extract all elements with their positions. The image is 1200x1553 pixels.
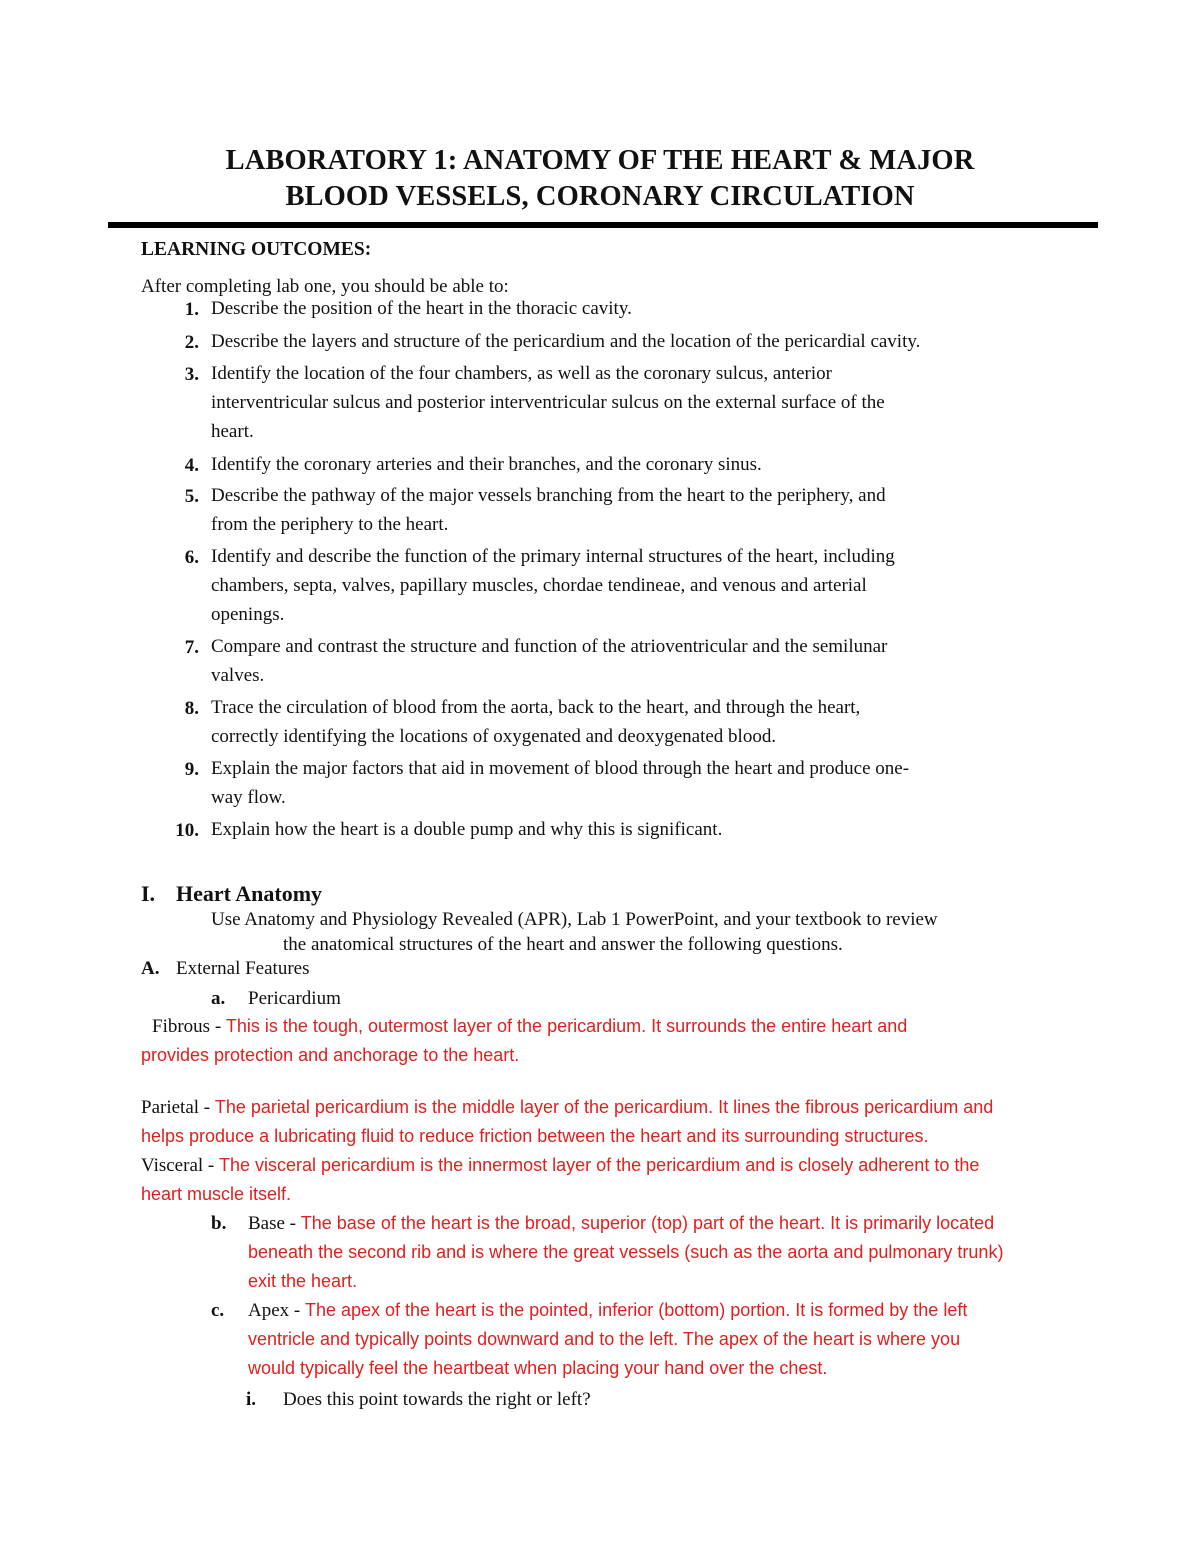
visceral-answer-2: heart muscle itself. bbox=[141, 1184, 292, 1204]
fibrous-line-1 bbox=[152, 1016, 907, 1038]
base-answer-1: The base of the heart is the broad, superior (top) part of the heart. It is primarily located bbox=[300, 1213, 995, 1233]
section-heading: Heart Anatomy bbox=[176, 881, 323, 906]
outcome-number: 6. bbox=[184, 547, 199, 568]
outcome-text: Explain how the heart is a double pump and why this is significant. bbox=[211, 819, 723, 840]
base-label: Base - bbox=[248, 1213, 301, 1234]
apex-answer-1: The apex of the heart is the pointed, inferior (bottom) portion. It is formed by the left bbox=[304, 1300, 968, 1320]
outcome-text: Identify the coronary arteries and their branches, and the coronary sinus. bbox=[211, 454, 762, 475]
outcome-text: interventricular sulcus and posterior interventricular sulcus on the external surface of the bbox=[211, 392, 885, 413]
item-b-label: b. bbox=[211, 1213, 227, 1234]
outcome-text: Compare and contrast the structure and function of the atrioventricular and the semilunar bbox=[211, 636, 888, 657]
outcome-text: Describe the layers and structure of the pericardium and the location of the pericardial cavity. bbox=[211, 331, 921, 352]
outcome-text: from the periphery to the heart. bbox=[211, 514, 449, 535]
outcome-text: chambers, septa, valves, papillary muscles, chordae tendineae, and venous and arterial bbox=[211, 575, 867, 596]
outcome-text: Trace the circulation of blood from the aorta, back to the heart, and through the heart, bbox=[211, 697, 861, 718]
outcome-text: valves. bbox=[211, 665, 265, 686]
outcome-number: 9. bbox=[184, 759, 199, 780]
base-line-1 bbox=[248, 1213, 994, 1235]
outcome-text: heart. bbox=[211, 421, 254, 442]
outcome-text: Identify and describe the function of the primary internal structures of the heart, including bbox=[211, 546, 895, 567]
outcome-text: Describe the position of the heart in the thoracic cavity. bbox=[211, 298, 632, 319]
item-i-label: i. bbox=[246, 1389, 257, 1410]
title-divider bbox=[108, 222, 1098, 228]
page-title bbox=[100, 143, 1100, 215]
visceral-line-1 bbox=[141, 1155, 979, 1177]
outcome-number: 7. bbox=[184, 637, 199, 658]
apex-question: Does this point towards the right or left? bbox=[283, 1389, 591, 1410]
parietal-label: Parietal - bbox=[141, 1097, 215, 1118]
subsection-a-title: External Features bbox=[176, 958, 310, 979]
apex-answer-2: ventricle and typically points downward and to the left. The apex of the heart is where you bbox=[248, 1329, 961, 1349]
visceral-answer-1: The visceral pericardium is the innermost layer of the pericardium and is closely adherent to the bbox=[219, 1155, 980, 1175]
visceral-label: Visceral - bbox=[141, 1155, 219, 1176]
outcome-text: openings. bbox=[211, 604, 285, 625]
outcome-number: 5. bbox=[184, 486, 199, 507]
item-a-title: Pericardium bbox=[248, 988, 341, 1009]
parietal-answer-1: The parietal pericardium is the middle layer of the pericardium. It lines the fibrous pericardium and bbox=[214, 1097, 994, 1117]
fibrous-answer-1: This is the tough, outermost layer of the pericardium. It surrounds the entire heart and bbox=[225, 1016, 908, 1036]
outcome-number: 8. bbox=[184, 698, 199, 719]
instruction-line-1: Use Anatomy and Physiology Revealed (APR), Lab 1 PowerPoint, and your textbook to review bbox=[211, 909, 938, 930]
item-a-label: a. bbox=[211, 988, 226, 1009]
outcome-number: 2. bbox=[184, 332, 199, 353]
outcome-text: Describe the pathway of the major vessels branching from the heart to the periphery, and bbox=[211, 485, 886, 506]
outcome-number: 1. bbox=[184, 299, 199, 320]
subsection-a-label: A. bbox=[141, 958, 160, 979]
title-line-1: LABORATORY 1: ANATOMY OF THE HEART & MAJOR bbox=[225, 145, 975, 176]
base-answer-3: exit the heart. bbox=[248, 1271, 358, 1291]
learning-outcomes-intro: After completing lab one, you should be able to: bbox=[141, 276, 509, 297]
fibrous-answer-2: provides protection and anchorage to the heart. bbox=[141, 1045, 520, 1065]
learning-outcomes-heading: LEARNING OUTCOMES: bbox=[141, 239, 372, 260]
outcome-number: 4. bbox=[184, 455, 199, 476]
outcome-text: correctly identifying the locations of oxygenated and deoxygenated blood. bbox=[211, 726, 777, 747]
apex-label: Apex - bbox=[248, 1300, 305, 1321]
section-numeral: I. bbox=[141, 881, 156, 906]
apex-answer-3: would typically feel the heartbeat when placing your hand over the chest. bbox=[248, 1358, 828, 1378]
outcome-text: way flow. bbox=[211, 787, 286, 808]
outcome-text: Explain the major factors that aid in movement of blood through the heart and produce one- bbox=[211, 758, 910, 779]
base-answer-2: beneath the second rib and is where the great vessels (such as the aorta and pulmonary trunk) bbox=[248, 1242, 1004, 1262]
title-line-2: BLOOD VESSELS, CORONARY CIRCULATION bbox=[285, 181, 915, 212]
item-c-label: c. bbox=[211, 1300, 225, 1321]
apex-line-1 bbox=[248, 1300, 967, 1322]
instruction-line-2: the anatomical structures of the heart and answer the following questions. bbox=[283, 934, 843, 955]
outcome-text: Identify the location of the four chambers, as well as the coronary sulcus, anterior bbox=[211, 363, 832, 384]
fibrous-label: Fibrous - bbox=[152, 1016, 226, 1037]
outcome-number: 10. bbox=[175, 820, 199, 841]
parietal-line-1 bbox=[141, 1097, 993, 1119]
parietal-answer-2: helps produce a lubricating fluid to reduce friction between the heart and its surrounding structures. bbox=[141, 1126, 929, 1146]
outcome-number: 3. bbox=[184, 364, 199, 385]
